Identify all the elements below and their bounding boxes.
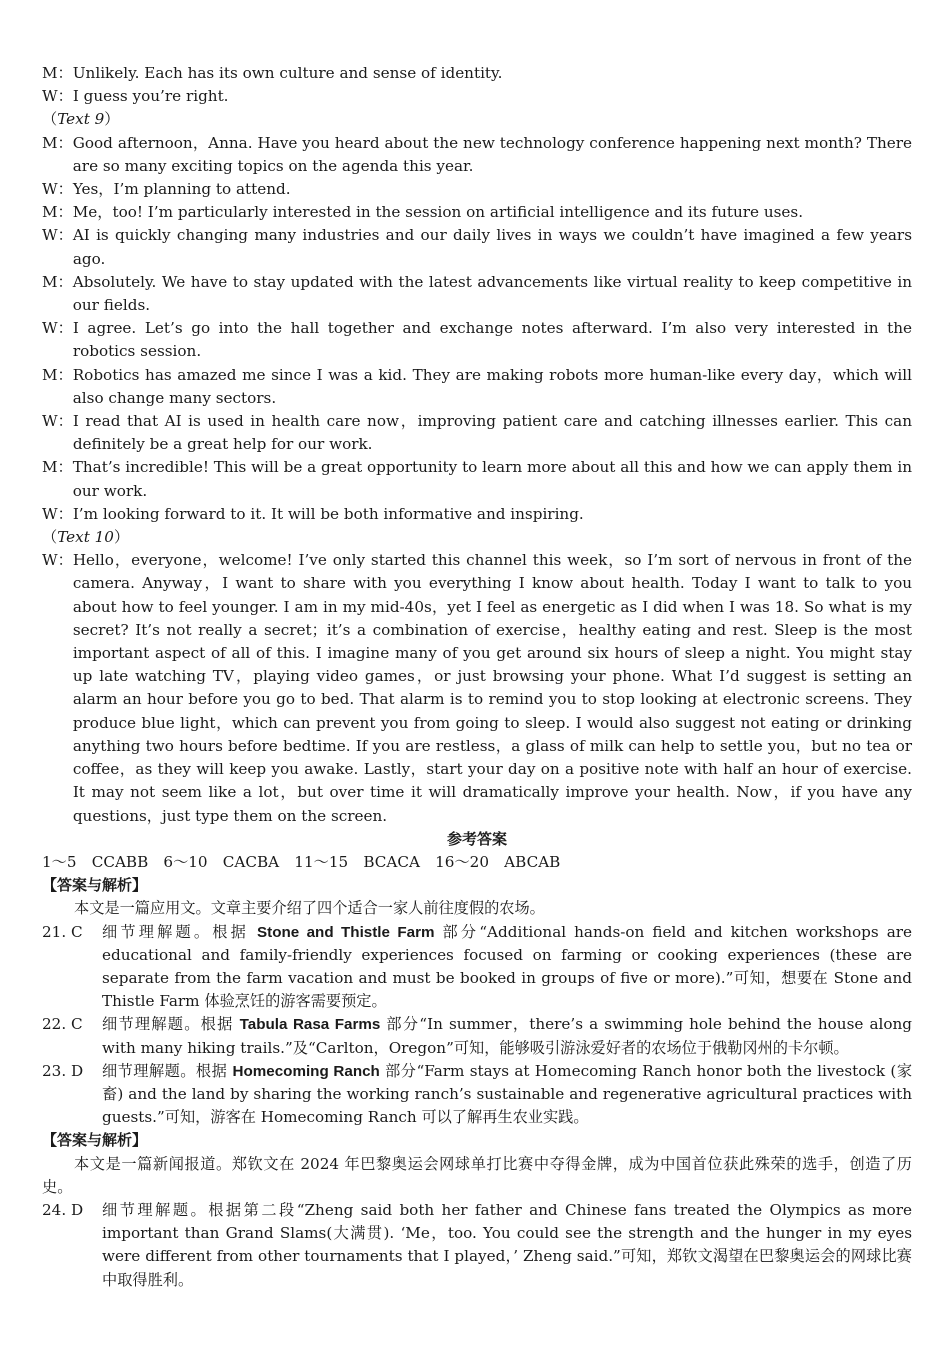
dialogue-line [42,317,912,363]
text9-label: （Text 9） [42,110,120,129]
speaker-label: W： [42,551,73,570]
dialogue-text: AI is quickly changing many industries and our daily lives in ways we couldn’t have imagined a few years ago. [72,226,912,268]
answer-title: 参考答案 [446,829,507,848]
dialogue-text: Absolutely. We have to stay updated with the latest advancements like virtual reality to keep competitive in our fields. [72,272,912,315]
dialogue-line [42,132,912,178]
speaker-label: W： [42,87,73,106]
speaker-label: M： [42,458,73,477]
dialogue-line [42,271,912,317]
text10-label: （Text 10） [42,528,130,547]
analysis-heading: 【答案与解析】 [42,876,148,895]
dialogue-text: Unlikely. Each has its own culture and sense of identity. [72,64,503,82]
dialogue-text: I read that AI is used in health care now，improving patient care and catching illnesses earlier. This can definitely be a great help for our work. [72,412,912,454]
speaker-label: W： [42,319,73,338]
question-number: 24. D [42,1200,84,1219]
monologue-text10 [42,549,912,827]
question-explanation: 细节理解题。根据 Stone and Thistle Farm 部分“Additional hands-on field and kitchen workshops are educational and family-friendly experiences focused on farming or cooking experiences (these are separate from the farm vacation and must be booked in groups of five or more).”可知，想要在 Stone and Thistle Farm 体验烹饪的游客需要预定。 [102,922,913,1011]
speaker-label: M： [42,64,73,82]
question-24 [42,1199,912,1292]
dialogue-line [42,201,912,224]
dialogue-line [42,224,912,270]
dialogue-text: Yes，I’m planning to attend. [72,180,291,199]
document-page [42,62,912,1292]
dialogue-line [42,503,912,526]
speaker-label: W： [42,412,73,431]
dialogue-text: That’s incredible! This will be a great opportunity to learn more about all this and how we can apply them in our work. [72,458,912,500]
speaker-label: W： [42,180,73,199]
question-explanation: 细节理解题。根据 Tabula Rasa Farms 部分“In summer，there’s a swimming hole behind the house along with many hiking trails.”及“Carlton，Oregon”可知，能够吸引游泳爱好者的农场位于俄勒冈州的卡尔顿。 [102,1015,913,1057]
dialogue-line [42,549,912,827]
dialogue-line [42,410,912,456]
dialogue-line [42,62,912,85]
dialogue-text: Good afternoon，Anna. Have you heard about the new technology conference happening next month? There are so many exciting topics on the agenda this year. [72,133,912,175]
speaker-label: M： [42,203,73,222]
question-explanation: 细节理解题。根据 Homecoming Ranch 部分“Farm stays at Homecoming Ranch honor both the livestock (家畜) and the land by sharing the working ranch’s sustainable and regenerative agricultural practices with guests.”可知，游客在 Homecoming Ranch 可以了解再生农业实践。 [102,1061,913,1127]
speaker-label: M： [42,365,73,384]
dialogue-text: Robotics has amazed me since I was a kid. They are making robots more human-like every day，which will also change many sectors. [72,365,912,407]
question-23 [42,1060,912,1130]
speaker-label: W： [42,226,73,245]
analysis-heading: 【答案与解析】 [42,1131,148,1150]
analysis-intro: 本文是一篇应用文。文章主要介绍了四个适合一家人前往度假的农场。 [74,899,545,918]
question-number: 21. C [42,922,83,941]
dialogue-text: Me，too! I’m particularly interested in the session on artificial intelligence and its future uses. [72,203,804,222]
question-number: 23. D [42,1061,84,1080]
speaker-label: M： [42,272,73,291]
dialogue-line [42,85,912,108]
answer-key: 1～5 CCABB 6～10 CACBA 11～15 BCACA 16～20 ABCAB [42,852,561,871]
analysis-intro: 本文是一篇新闻报道。郑钦文在 2024 年巴黎奥运会网球单打比赛中夺得金牌，成为中国首位获此殊荣的选手，创造了历史。 [42,1154,912,1196]
dialogue-text9 [42,132,912,526]
speaker-label: M： [42,133,73,152]
question-explanation: 细节理解题。根据第二段“Zheng said both her father and Chinese fans treated the Olympics as more important than Grand Slams(大满贯). ‘Me，too. You could see the strength and the hunger in my eyes were different from other tournaments that I played，’ Zheng said.”可知，郑钦文渴望在巴黎奥运会的网球比赛中取得胜利。 [102,1200,912,1289]
dialogue-text: I agree. Let’s go into the hall together and exchange notes afterward. I’m also very interested in the robotics session. [72,319,912,361]
dialogue-text: I guess you’re right. [72,87,229,106]
question-21 [42,921,912,1014]
dialogue-line [42,364,912,410]
dialogue-line [42,178,912,201]
dialogue-line [42,456,912,502]
question-22 [42,1013,912,1059]
dialogue-text8-end [42,62,912,108]
speaker-label: W： [42,504,73,523]
dialogue-text: I’m looking forward to it. It will be both informative and inspiring. [72,504,584,523]
question-number: 22. C [42,1015,83,1034]
dialogue-text: Hello，everyone，welcome! I’ve only started this channel this week，so I’m sort of nervous in front of the camera. Anyway，I want to share with you everything I know about health. Today I want to talk to you about how to feel younger. I am in my mid-40s，yet I feel as energetic as I did when I was 18. So what is my secret? It’s not really a secret；it’s a combination of exercise，healthy eating and rest. Sleep is the most important aspect of all of this. I imagine many of you get around six hours of sleep a night. You might stay up late watching TV，playing video games，or just browsing your phone. What I’d suggest is setting an alarm an hour before you go to bed. That alarm is to remind you to stop looking at electronic screens. They produce blue light，which can prevent you from going to sleep. I would also suggest not eating or drinking anything two hours before bedtime. If you are restless，a glass of milk can help to settle you，but no tea or coffee，as they will keep you awake. Lastly，start your day on a positive note with half an hour of exercise. It may not seem like a lot，but over time it will dramatically improve your health. Now，if you have any questions，just type them on the screen. [72,551,912,825]
